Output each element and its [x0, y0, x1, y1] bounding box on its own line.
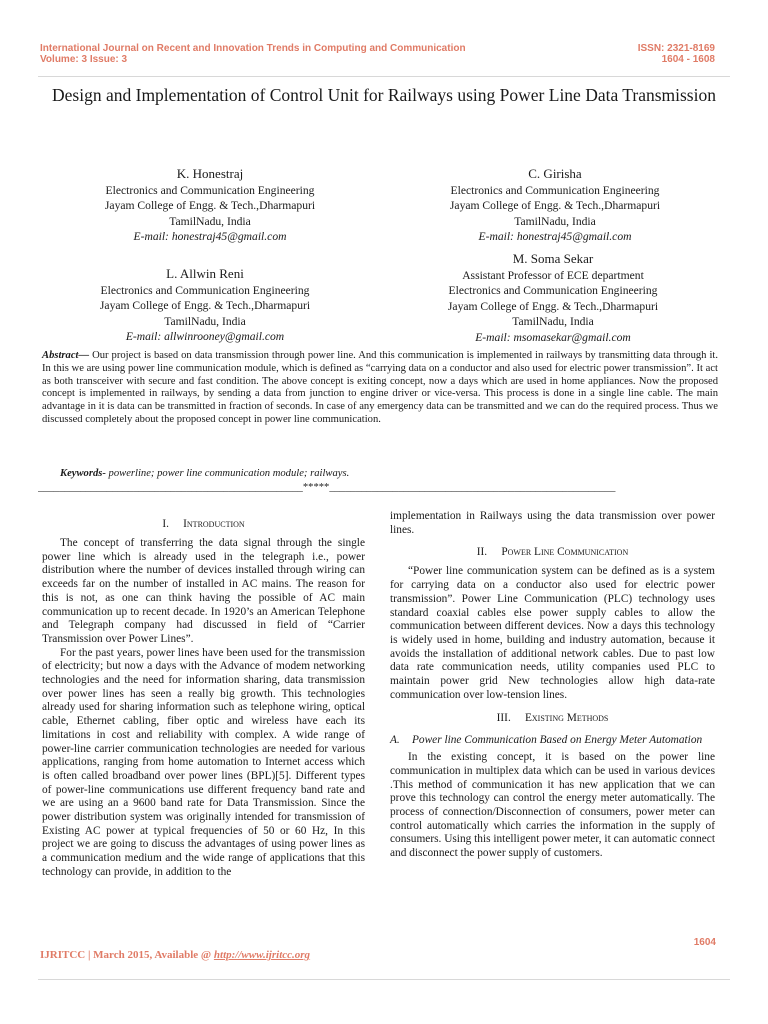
author-dept: Electronics and Communication Engineering [448, 284, 658, 298]
section-separator: __________________________________________________*****______________________________________________________ [38, 482, 616, 493]
section-number: I. [162, 518, 169, 530]
paragraph: In the existing concept, it is based on the power line communication in multiplex data which can be used in various devices .This method of communication it has new application that we can prove this technology can control the energy meter automatically. The process of connection/Disconnection of consumers, power meter can control automatically which carries the information in the supply of consumers. Using this intelligent power meter, it can automatic connect and disconnect the power supply of customers. [390, 751, 715, 860]
journal-issn: ISSN: 2321-8169 [637, 43, 715, 54]
section-heading-introduction [42, 517, 365, 531]
author-name: C. Girisha [528, 166, 582, 181]
subsection-label: A. [390, 734, 400, 747]
section-title: Existing Methods [524, 712, 609, 725]
author-name: K. Honestraj [176, 166, 244, 181]
header-rule [38, 76, 730, 77]
abstract [42, 350, 718, 427]
keywords [60, 467, 349, 480]
author-name: M. Soma Sekar [512, 251, 594, 266]
author-college: Jayam College of Engg. & Tech.,Dharmapuri [99, 299, 311, 313]
section-number: II. [476, 546, 488, 559]
author-place: TamilNadu, India [169, 214, 251, 228]
author-email: E-mail: allwinrooney@gmail.com [125, 330, 285, 344]
footer-rule [38, 979, 730, 980]
author-place: TamilNadu, India [514, 214, 596, 228]
section-title: Power Line Communication [501, 546, 629, 559]
paper-title: Design and Implementation of Control Unit for Railways using Power Line Data Transmission [52, 85, 716, 105]
author-college: Jayam College of Engg. & Tech.,Dharmapuri [447, 299, 659, 313]
author-place: TamilNadu, India [512, 315, 594, 329]
author-dept: Electronics and Communication Engineering [105, 184, 315, 197]
right-column [390, 510, 715, 861]
author-role: Assistant Professor of ECE department [462, 269, 644, 282]
abstract-label: Abstract— [42, 350, 90, 361]
section-heading-power-line-communication [390, 545, 715, 559]
author-college: Jayam College of Engg. & Tech.,Dharmapuri [449, 199, 661, 213]
section-heading-existing-methods [390, 711, 715, 725]
author-block-2 [405, 165, 705, 245]
subsection-title: Power line Communication Based on Energy Meter Automation [412, 734, 703, 747]
author-dept: Electronics and Communication Engineering [100, 284, 310, 297]
journal-name: International Journal on Recent and Innovation Trends in Computing and Communication [40, 43, 466, 54]
paragraph: “Power line communication system can be defined as is a system for carrying data on a conductor also used for electric power transmission”. Power Line Communication (PLC) technology uses standard coaxial cables else power supply cables to allow the communication between different devices. Now a days this technology is widely used in home, building and industry automation, because it avoids the installation of additional network cables. Due to past low data rate communication needs, utility companies used PLC to maintain power grid New technologies allow high data-rate communication over low-tension lines. [390, 565, 715, 701]
keywords-text: powerline; power line communication module; railways. [105, 468, 350, 479]
left-column [42, 517, 365, 880]
author-college: Jayam College of Engg. & Tech.,Dharmapuri [104, 199, 316, 213]
section-number: III. [496, 712, 511, 725]
footer-label: IJRITCC | March 2015, Available @ [40, 949, 214, 961]
section-title: Introduction [183, 518, 245, 530]
keywords-label: Keywords- [60, 468, 106, 479]
paragraph: For the past years, power lines have been used for the transmission of electricity; but now a days with the Advance of modem networking technologies and the need for information sharing, data transmission over power lines has seen a really big growth. This technologies already used for sharing information such as telephone wiring, optical cable, Ethernet cabling, fiber optic and wireless have each its limitations in cost and reliability with complex. A wide range of power-line carrier communication technologies are needed for various applications, ranging from home automation to Internet access which is often called broadband over power lines (BPL)[5]. Different types of power-line communications use different frequency band rate and we are using an a 9600 band rate for Data Transmission. Since the power distribution system was originally intended for transmission of Existing AC power at typical frequencies of 50 or 60 Hz, In this project we are going to discuss the advantages of using power lines as a communication medium and the wide range of applications that this technology can provide, in addition to the [42, 646, 365, 878]
subsection-heading [390, 734, 715, 748]
author-block-4 [403, 250, 703, 345]
author-dept: Electronics and Communication Engineering [450, 184, 660, 197]
author-block-1 [60, 165, 360, 245]
author-block-3 [55, 265, 355, 345]
paragraph: The concept of transferring the data signal through the single power line which is already used in the telegraph i.e., power distribution where the number of devices installed through wiring can exceeds far on the number of installed in AC mains. The reason for this is not, as one can think having the possible of AC main communication up to recent decade. In 1920’s an American Telephone and Telegraph company had discussed in field of “Carrier Transmission over Power Lines”. [42, 537, 365, 645]
page-number: 1604 [693, 937, 716, 948]
author-email: E-mail: honestraj45@gmail.com [133, 230, 287, 244]
author-email: E-mail: msomasekar@gmail.com [475, 330, 631, 344]
footer-link[interactable]: http://www.ijritcc.org [213, 949, 311, 961]
author-name: L. Allwin Reni [166, 266, 244, 281]
abstract-text: Our project is based on data transmission through power line. And this communication is implemented in railways by transmitting data through it. In this we are using power line communication module, which is defined as “carrying data on a conductor and also used for electric power transmission”. It act as both transceiver with secure and fast condition. The above concept is exiting concept, now a days which are used in home appliances. Now the proposed concept is implemented in railways, by sending a data from junction to engine driver or vice-versa. This process is done in a single line cable. The main advantage in it is data can be transmitted in fraction of seconds. In case of any emergency data can be transmitted and we can do the required process. Thus we discussed completely about the proposed concept in power line communication. [42, 350, 718, 425]
footer-text [40, 949, 310, 961]
journal-pages: 1604 - 1608 [661, 54, 715, 65]
author-email: E-mail: honestraj45@gmail.com [478, 230, 632, 244]
journal-volume: Volume: 3 Issue: 3 [40, 54, 128, 65]
paragraph: implementation in Railways using the data transmission over power lines. [390, 510, 715, 536]
author-place: TamilNadu, India [164, 314, 246, 328]
